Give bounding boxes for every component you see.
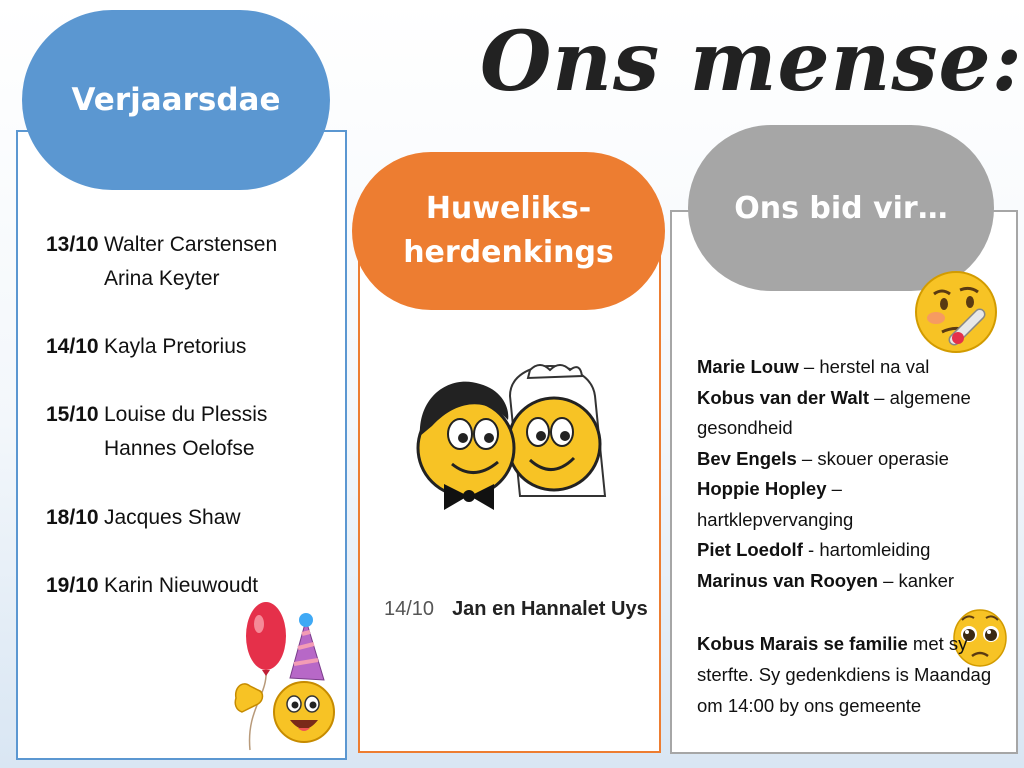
anniversary-date: 14/10 [384, 598, 435, 620]
birthday-entry [46, 398, 267, 466]
bride-groom-emoji-icon [410, 356, 610, 516]
prayer-item-reason: hartomleiding [819, 539, 931, 560]
anniversaries-heading-line2: herdenkings [403, 235, 614, 270]
prayer-item [697, 444, 997, 475]
birthday-name: Arina Keyter [104, 267, 220, 290]
prayer-item-name: Marie Louw [697, 356, 799, 377]
birthday-entry [46, 228, 277, 296]
sick-thermometer-emoji-icon [914, 258, 998, 366]
prayer-item-name: Bev Engels [697, 447, 797, 469]
birthday-name: Louise du Plessis [104, 403, 268, 426]
birthday-date: 14/10 [46, 335, 99, 358]
anniversary-names: Jan en Hannalet Uys [452, 598, 648, 620]
prayer-item-name: Kobus van der Walt [697, 386, 870, 408]
prayer-item [697, 474, 997, 535]
birthday-date: 13/10 [46, 233, 99, 256]
anniversaries-heading [352, 152, 665, 310]
prayer-item-reason: algemene gesondheid [697, 386, 971, 438]
prayer-item-name: Marinus van Rooyen [697, 569, 878, 591]
prayer-item-reason: kanker [898, 569, 955, 591]
prayer-item-separator: – [877, 569, 899, 591]
birthday-name: Jacques Shaw [104, 506, 241, 529]
birthday-date: 19/10 [46, 574, 99, 597]
prayer-item-name: Hoppie Hopley [697, 478, 827, 499]
prayer-item [697, 535, 997, 566]
birthday-name: Walter Carstensen [104, 233, 278, 256]
prayer-item-name: Piet Loedolf [697, 539, 803, 560]
prayer-list [697, 352, 997, 596]
prayer-item [697, 352, 997, 383]
birthday-date: 15/10 [46, 403, 99, 426]
prayer-item-separator: – [869, 386, 890, 408]
prayer-item-separator: – [796, 447, 818, 469]
birthday-date: 18/10 [46, 506, 99, 529]
prayer-item-reason: herstel na val [819, 356, 930, 377]
prayer-item-separator: - [802, 539, 820, 560]
birthday-name: Karin Nieuwoudt [104, 574, 259, 597]
prayer-item [697, 383, 997, 444]
birthday-entry [46, 569, 258, 603]
prayer-item-separator: – [826, 478, 842, 499]
prayer-item-separator: – [798, 356, 820, 377]
prayer-item-reason: skouer operasie [817, 447, 949, 469]
party-emoji-icon [228, 600, 340, 756]
birthdays-heading [22, 10, 330, 190]
prayer-note-text: met sy sterfte. Sy gedenkdiens is Maandag om 14:00 by ons gemeente [697, 633, 992, 716]
prayer-item-reason: hartklepvervanging [697, 508, 854, 530]
birthday-entry [46, 330, 246, 364]
prayer-note [697, 628, 997, 721]
prayer-item [697, 566, 997, 597]
birthday-entry [46, 501, 241, 535]
page-title: Ons mense: [480, 14, 1023, 110]
anniversaries-heading-line1: Huweliks- [425, 191, 592, 226]
prayer-note-name: Kobus Marais se familie [697, 633, 908, 654]
birthdays-heading-text: Verjaarsdae [71, 82, 281, 118]
birthday-name: Hannes Oelofse [104, 437, 255, 460]
birthday-name: Kayla Pretorius [104, 335, 247, 358]
anniversary-entry [384, 598, 648, 621]
prayer-heading-text: Ons bid vir… [734, 190, 948, 226]
